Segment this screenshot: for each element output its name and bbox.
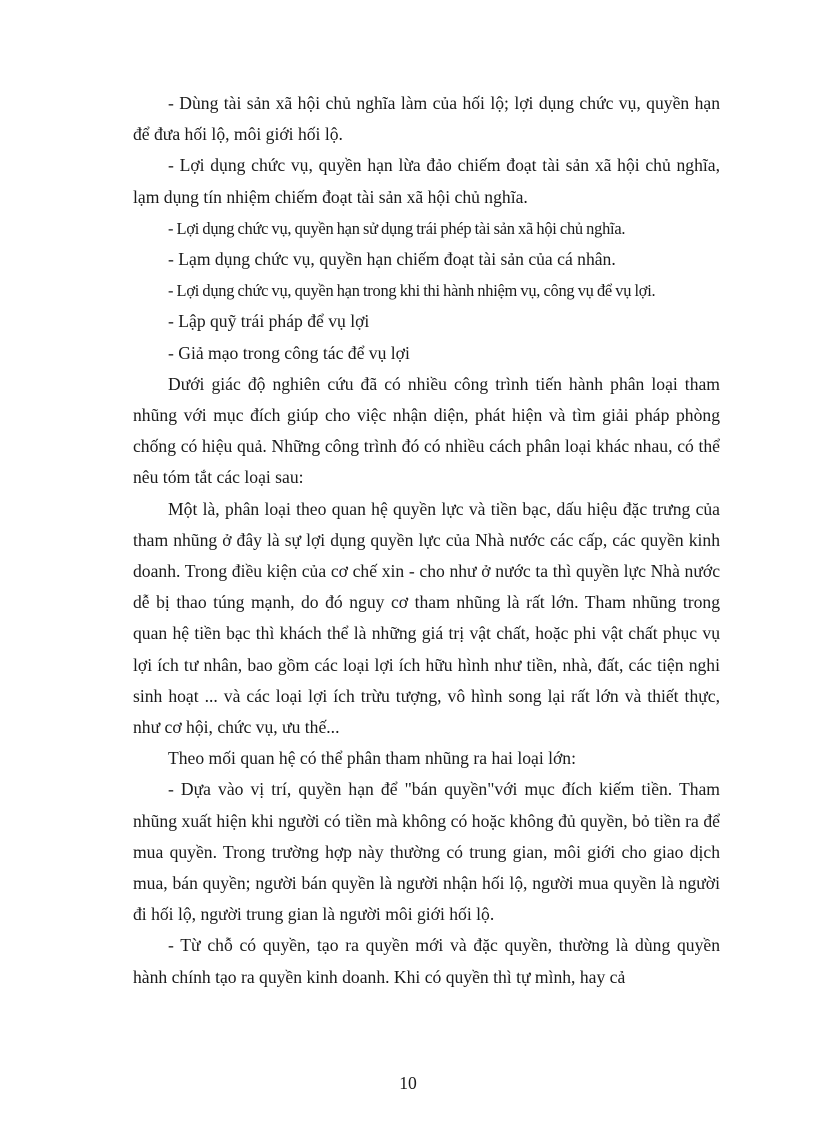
paragraph: - Lợi dụng chức vụ, quyền hạn lừa đảo chiếm đoạt tài sản xã hội chủ nghĩa, lạm dụng tín nhiệm chiếm đoạt tài sản xã hội chủ nghĩa.: [133, 155, 720, 207]
paragraph: Dưới giác độ nghiên cứu đã có nhiều công trình tiến hành phân loại tham nhũng với mục đích giúp cho việc nhận diện, phát hiện và tìm giải pháp phòng chống có hiệu quả. Những công trình đó có nhiều cách phân loại khác nhau, có thể nêu tóm tắt các loại sau:: [133, 373, 720, 488]
paragraph: - Lợi dụng chức vụ, quyền hạn trong khi thi hành nhiệm vụ, công vụ để vụ lợi.: [168, 281, 656, 301]
paragraph: - Lập quỹ trái pháp để vụ lợi: [168, 311, 370, 332]
paragraph: Một là, phân loại theo quan hệ quyền lực và tiền bạc, dấu hiệu đặc trưng của tham nhũng ở đây là sự lợi dụng quyền lực của Nhà nước các cấp, các quyền kinh doanh. Trong điều kiện của cơ chế xin - cho như ở nước ta thì quyền lực Nhà nước dễ bị thao túng mạnh, do đó nguy cơ tham nhũng là rất lớn. Tham nhũng trong quan hệ tiền bạc thì khách thể là những giá trị vật chất, hoặc phi vật chất phục vụ lợi ích tư nhân, bao gồm các loại lợi ích hữu hình như tiền, nhà, đất, các tiện nghi sinh hoạt ... và các loại lợi ích trừu tượng, vô hình song lại rất lớn và thiết thực, như cơ hội, chức vụ, ưu thế...: [133, 498, 720, 738]
document-body: [133, 88, 720, 993]
page-number: 10: [399, 1073, 417, 1093]
paragraph: - Dựa vào vị trí, quyền hạn để "bán quyền"với mục đích kiếm tiền. Tham nhũng xuất hiện khi người có tiền mà không có hoặc không đủ quyền, bỏ tiền ra để mua quyền. Trong trường hợp này thường có trung gian, môi giới cho giao dịch mua, bán quyền; người bán quyền là người nhận hối lộ, người mua quyền là người đi hối lộ, người trung gian là người môi giới hối lộ.: [133, 779, 720, 925]
paragraph: - Dùng tài sản xã hội chủ nghĩa làm của hối lộ; lợi dụng chức vụ, quyền hạn để đưa hối lộ, môi giới hối lộ.: [133, 93, 720, 145]
paragraph: - Lợi dụng chức vụ, quyền hạn sử dụng trái phép tài sản xã hội chủ nghĩa.: [168, 218, 626, 238]
paragraph: - Giả mạo trong công tác để vụ lợi: [168, 342, 410, 363]
paragraph: Theo mối quan hệ có thể phân tham nhũng ra hai loại lớn:: [168, 748, 576, 769]
paragraph: - Lạm dụng chức vụ, quyền hạn chiếm đoạt tài sản của cá nhân.: [168, 249, 616, 270]
paragraph: - Từ chỗ có quyền, tạo ra quyền mới và đặc quyền, thường là dùng quyền hành chính tạo ra quyền kinh doanh. Khi có quyền thì tự mình, hay cả: [133, 935, 720, 987]
